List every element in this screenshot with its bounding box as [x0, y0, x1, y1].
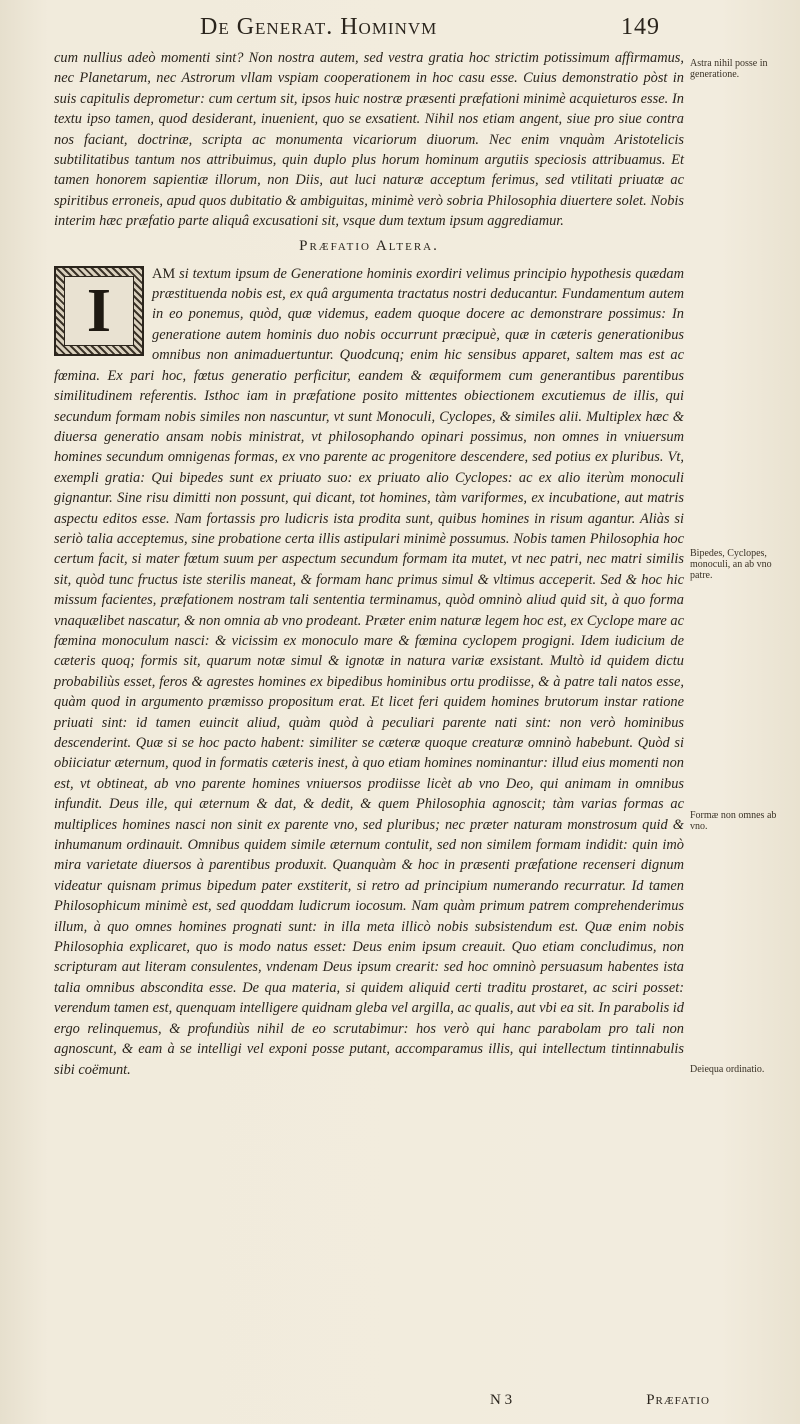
dropcap-ornament [54, 266, 144, 356]
dropcap-letter: I [86, 276, 112, 345]
page-footer [480, 1392, 710, 1412]
first-word: AM [152, 265, 176, 282]
main-paragraph [54, 264, 684, 1080]
page-number: 149 [621, 14, 660, 40]
margin-note: Deiequa ordinatio. [690, 1064, 765, 1075]
margin-note: Astra nihil posse in generatione. [690, 58, 768, 80]
section-title: Præfatio Altera. [299, 237, 439, 254]
margin-note: Bipedes, Cyclopes, monoculi, an ab vno patre. [690, 548, 772, 581]
dropcap-frame [64, 276, 134, 346]
opening-paragraph: cum nullius adeò momenti sint? Non nostra autem, sed vestra gratia hoc strictim potissimum affirmamus, nec Planetarum, nec Astrorum vllam vspiam cooperationem in hoc casu esse. Cuius demonstratio pòst in suis capitulis deprometur: cum certum sit, ipsos huic nostræ præsenti præfationi minimè acquieturos esse. In textu ipso tamen, quod desiderant, inuenient, quo se exsatient. Nihil nos etiam angent, siue pro siue contra nos faciant, doctrinæ, scripta ac monumenta vicariorum diuorum. Nec enim vnquàm Aristotelicis subtilitatibus tantum nos attribuimus, quin duplo plus horum hominum argutiis speciosis attribuamus. Et tamen honorem sapientiæ illorum, non Diis, aut luci naturæ acceptum ferimus, sed vtilitati priuatæ ac spiritibus erroneis, apud quos dubitatio & ambiguitas, minimè verò sobria Philosophia diuertere solet. Nobis interim hæc præfatio parte aliquâ excusationi sit, vsque dum textum ipsum aggrediamur. [54, 50, 684, 230]
main-text-block [54, 48, 684, 1080]
signature-mark: N 3 [490, 1392, 513, 1408]
margin-note: Formæ non omnes ab vno. [690, 810, 777, 832]
main-paragraph-text: si textum ipsum de Generatione hominis exordiri velimus principio hypothesis quædam præstituenda nobis est, ex quâ argumenta tractatus nostri deducantur. Fundamentum autem in eo ponemus, quòd, quæ videmus, eadem quoque docere ac demonstrare possimus: In generatione autem hominis duo nobis occurrunt præcipuè, quæ in cæteris generationibus omnibus non animaduertuntur. Quodcunq; enim hic sensibus apparet, saltem mas est ac fœmina. Ex pari hoc, fœtus generatio perficitur, eandem & æquiformem cum generantibus parentibus similitudinem referentis. Isthoc iam in præfatione posito mittentes obiectionem excutiemus de illis, qui secundum formam nobis similes non nascuntur, vt sunt Monoculi, Cyclopes, & similes alii. Multiplex hæc & diuersa generatio ansam nobis ministrat, vt philosophando opinari possimus, non omnes in vniuersum homines secundum omnigenas formas, ex vno parente ac progenitore descendere, sed potius ex pluribus. Vt, exempli gratia: Qui bipedes sunt ex priuato suo: ex priuato alio Cyclopes: ac ex alio iterùm monoculi gignantur. Sine risu dimitti non possunt, qui dicant, tot homines, tàm variformes, ex incubatione, aut matris aspectu editos esse. Nam fortassis pro ludicris ista prodita sunt, quibus homines in risum agantur. Aliàs si seriò talia acceptemus, sine probatione certa illis astipulari minimè possumus. Nobis tamen Philosophia hoc certum facit, si mater fœtum suum per aspectum secundum formam ita mutet, vt nec patri, nec matri similis sit, quòd tunc fructus iste sterilis maneat, & formam hanc primus simul & vltimus acceperit. Sed & hoc hic missum facientes, præfationem nostram tali sententia terminamus, quòd omninò aliud quid sit, à quo forma vnaquælibet nascatur, & non omnia ab vno prodeant. Præter enim naturæ legem hoc est, ex Cyclope mare ac fœmina monoculum nasci: & vicissim ex monoculo mare & fœmina cyclopem progigni. Idem iudicium de cæteris quoq; formis sit, quarum notæ simul & ignotæ in natura variæ exsistant. Multò id quidem dictu probabiliùs esset, feros & agrestes homines ex bipedibus hominibus ortu prodiisse, & à patre tali natos esse, quàm quod in argumento præmisso propositum erat. Et licet feri quidem homines brutorum instar ratione priuati sint: id tamen euincit aliud, quàm quòd à peculiari parente nati sint: non verò hominibus descenderint. Quæ si se hoc pacto habent: similiter se cæteræ quoque creaturæ omninò habebunt. Quòd si obiiciatur æternum, quod in formatis cæteris inest, à quo etiam homines nominantur: illud eius momenti non est, vt obtineat, ab vno parente homines vniuersos prodiisse licèt ab vno Deo, qui animam in omnibus infundit. Deus ille, qui æternum & dat, & dedit, & quem Philosophia agnoscit; tàm varias formas ac multiplices homines nasci non sinit ex parente vno, sed pluribus; nec præter naturam monstrosum quid & inhumanum ordinauit. Omnibus quidem simile æternum contulit, sed non similem formam indidit: quin imò mira varietate diuersos à parentibus produxit. Quanquàm & hoc in præsenti præfatione recenseri dignum videatur quisnam primus bipedum pater exstiterit, si retro ad principium numerando recurratur. Id tamen Philosophicum minimè est, sed quoddam ludicrum iocosum. Nam quàm primum patrem comprehenderimus illum, à quo omnes homines prognati sunt: in illa meta illicò nobis subsistendum est. Quæ enim nobis Philosophia explicaret, quo is modo natus esset: Deus enim ipsum creauit. Quo etiam concludimus, non scripturam aut literam consulentes, vndenam Deus ipsum crearit: sed hoc omninò persuasum habentes ista talia omnibus abscondita esse. De qua materia, si quidem aliquid certi traditu prostaret, ac sciri posset: verendum tamen est, quenquam intelligere quidnam gleba vel argilla, ac qualis, aut vbi ea sit. In parabolis id ergo relinquemus, & profundiùs nihil de eo scrutabimur: hos verò qui hanc parabolam pro tali non agnoscunt, & eam à se intelligi vel exponi posse putant, accomparamus illis, qui intellectum tintinnabulis sibi coëmunt. [54, 265, 684, 1078]
running-title: De Generat. Hominvm [200, 14, 438, 40]
catchword: Præfatio [646, 1392, 710, 1408]
page-header [200, 14, 660, 44]
